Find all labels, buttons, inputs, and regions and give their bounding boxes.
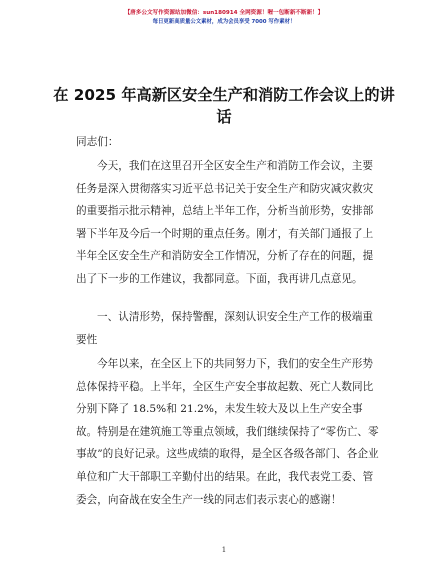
promo-line-2: 每日更新高质量公文素材，成为会员享受 7000 写作素材！ bbox=[152, 19, 296, 25]
promo-line-1: 【唐多公文写作资源站加微信：sun180914 全网资源！喔一包断新不断新！】 bbox=[124, 10, 324, 16]
paragraph-2: 今年以来，在全区上下的共同努力下，我们的安全生产形势总体保持平稳。上半年，全区生产安全事故起数、死亡人数同比分别下降了 18.5%和 21.2%，未发生较大及以上生产安全事故。特别是在建筑施工等重点领域，我们继续保持了“零伤亡、零事故”的良好记录。这些成绩的取得，是全区各级各部门、各企业单位和广大干部职工辛勤付出的结果。在此，我代表党工委、管委会，向奋战在安全生产一线的同志们表示衷心的感谢！ bbox=[76, 358, 379, 506]
promo-banner bbox=[0, 9, 448, 27]
document-title: 在 2025 年高新区安全生产和消防工作会议上的讲话 bbox=[53, 86, 395, 126]
section-heading-1: 一、认清形势，保持警醒，深刻认识安全生产工作的极端重要性 bbox=[76, 311, 373, 346]
paragraph-1: 今天，我们在这里召开全区安全生产和消防工作会议，主要任务是深入贯彻落实习近平总书记关于安全生产和防灾减灾救灾的重要指示批示精神，总结上半年工作，分析当前形势，安排部署下半年及今后一个时期的重点任务。刚才，有关部门通报了上半年全区安全生产和消防安全工作情况，分析了存在的问题，提出了下一步的工作建议，我都同意。下面，我再讲几点意见。 bbox=[76, 160, 374, 285]
page-number: 1 bbox=[221, 546, 227, 554]
greeting: 同志们： bbox=[76, 136, 119, 148]
